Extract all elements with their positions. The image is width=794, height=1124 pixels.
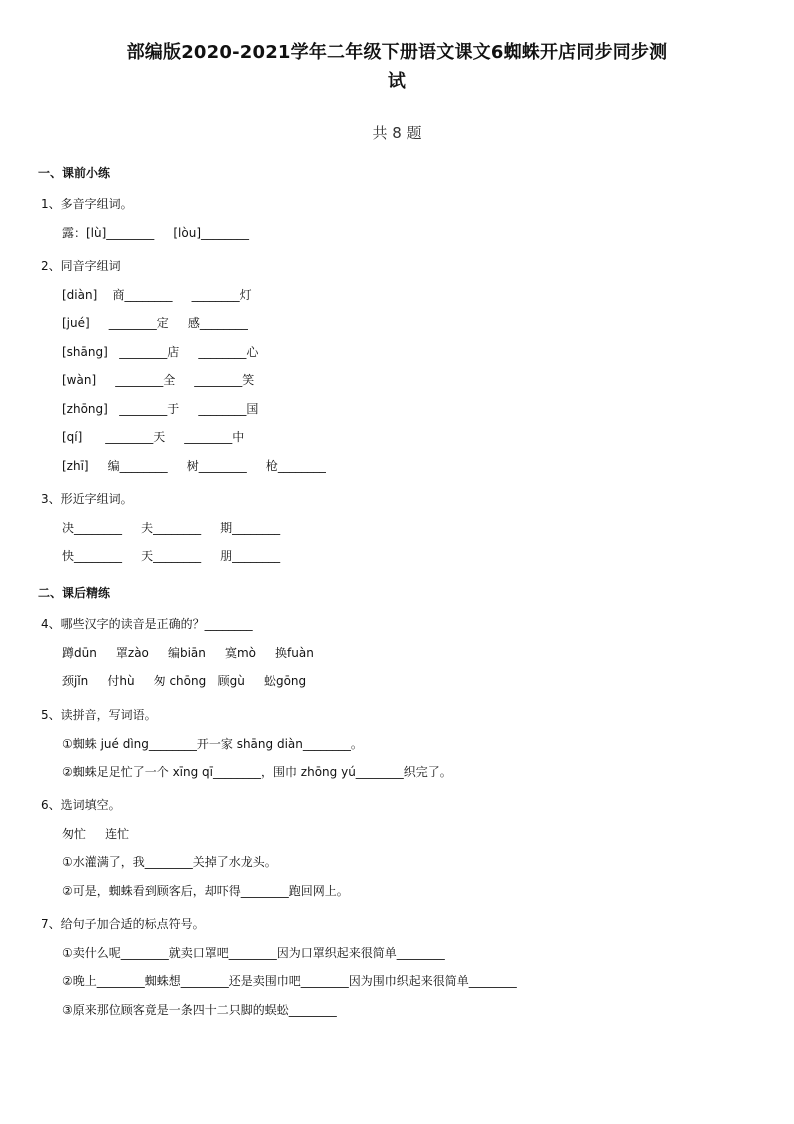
title-line-2: 试 [387,71,407,92]
question-2-line: [wàn] ________全 ________笑 [62,373,255,387]
question-3-line: 决________ 夫________ 期________ [62,521,281,535]
question-6-line: ①水灌满了，我________关掉了水龙头。 [62,855,277,869]
question-1-label: 1、多音字组词。 [41,197,133,211]
question-2-line: [zhī] 编________ 树________ 枪________ [62,459,326,473]
question-5-line: ①蜘蛛 jué dìng________开一家 shāng diàn________。 [62,737,363,751]
question-5-label: 5、读拼音，写词语。 [41,708,157,722]
question-count: 共 8 题 [372,124,422,142]
section-heading: 一、课前小练 [38,166,111,180]
question-6-line: 匆忙 连忙 [62,827,130,841]
title-line-1: 部编版2020-2021学年二年级下册语文课文6蜘蛛开店同步同步测 [126,42,668,63]
section-heading: 二、课后精练 [38,586,111,600]
question-4-label: 4、哪些汉字的读音是正确的？________ [41,617,253,631]
question-7-line: ③原来那位顾客竟是一条四十二只脚的蜈蚣________ [62,1003,337,1017]
question-2-label: 2、同音字组词 [41,259,121,273]
question-2-line: [shāng] ________店 ________心 [62,345,259,359]
question-7-label: 7、给句子加合适的标点符号。 [41,917,205,931]
question-5-line: ②蜘蛛足足忙了一个 xīng qī________，围巾 zhōng yú________织完了。 [62,765,452,779]
question-7-line: ②晚上________蜘蛛想________还是卖围巾吧________因为围巾织起来很简单________ [62,974,517,988]
question-4-line: 颈jǐn 付hù 匆 chōng 顾gù 蚣gōng [62,674,307,688]
question-6-label: 6、选词填空。 [41,798,121,812]
page-title [90,38,704,96]
question-2-line: [jué] ________定 感________ [62,316,248,330]
question-3-line: 快________ 天________ 朋________ [62,549,281,563]
question-7-line: ①卖什么呢________就卖口罩吧________因为口罩织起来很简单________ [62,946,445,960]
question-2-line: [zhōng] ________于 ________国 [62,402,259,416]
question-2-line: [qí] ________天 ________中 [62,430,245,444]
question-4-line: 蹲dūn 罩zào 编biān 寞mò 换fuàn [62,646,314,660]
question-3-label: 3、形近字组词。 [41,492,133,506]
question-2-line: [diàn] 商________ ________灯 [62,288,252,302]
question-6-line: ②可是，蜘蛛看到顾客后，却吓得________跑回网上。 [62,884,349,898]
question-1-line: 露：[lù]________ [lòu]________ [62,226,250,240]
